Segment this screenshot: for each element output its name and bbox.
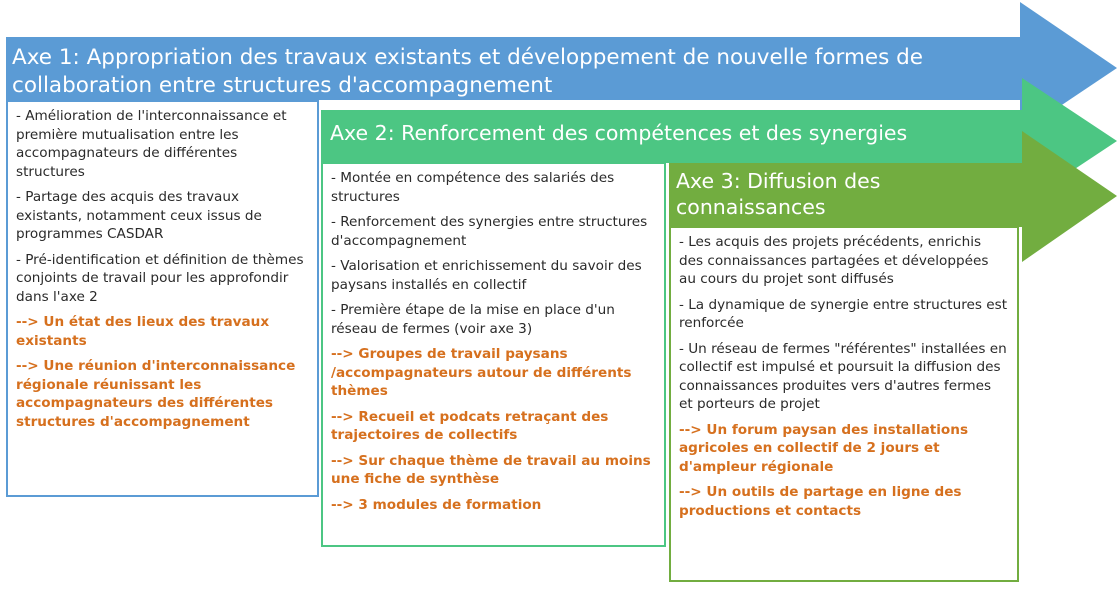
axe1-action: - Pré-identification et définition de thèmes conjoints de travail pour les approfondir dans l'axe 2	[16, 251, 304, 305]
axe1-result: --> Une réunion d'interconnaissance régionale réunissant les accompagnateurs des différentes structures d'accompagnement	[16, 358, 296, 430]
axe3-title: Axe 3: Diffusion des connaissances	[676, 169, 881, 219]
axe1-result: --> Un état des lieux des travaux existants	[16, 314, 270, 349]
axe3-action: - Les acquis des projets précédents, enrichis des connaissances partagées et développées au cours du projet sont diffusés	[679, 234, 989, 287]
axe1-content-box	[6, 100, 319, 497]
axe3-content-box	[669, 226, 1019, 582]
axe2-action: - Renforcement des synergies entre structures d'accompagnement	[331, 214, 648, 249]
axe1-action: - Amélioration de l'interconnaissance et première mutualisation entre les accompagnateurs de différentes structures	[16, 108, 287, 180]
axe1-action: - Partage des acquis des travaux existants, notamment ceux issus de programmes CASDAR	[16, 189, 262, 242]
axe3-action: - Un réseau de fermes "référentes" installées en collectif est impulsé et poursuit la diffusion des connaissances produites vers d'autres fermes et porteurs de projet	[679, 340, 1007, 412]
axe3-result: --> Un outils de partage en ligne des productions et contacts	[679, 484, 962, 519]
axe2-result: --> Sur chaque thème de travail au moins une fiche de synthèse	[331, 452, 651, 487]
axe2-result: --> Groupes de travail paysans /accompagnateurs autour de différents thèmes	[331, 346, 632, 399]
axe2-action: - Montée en compétence des salariés des structures	[331, 170, 615, 205]
axe2-action: - Première étape de la mise en place d'un réseau de fermes (voir axe 3)	[331, 302, 615, 337]
axe3-action: - La dynamique de synergie entre structures est renforcée	[679, 296, 1008, 331]
axe3-result: --> Un forum paysan des installations agricoles en collectif de 2 jours et d'ampleur régionale	[679, 421, 969, 475]
axe2-result: --> Recueil et podcats retraçant des trajectoires de collectifs	[331, 408, 609, 443]
axe2-title: Axe 2: Renforcement des compétences et des synergies	[330, 121, 908, 145]
axe2-result: --> 3 modules de formation	[331, 496, 542, 513]
axe2-action: - Valorisation et enrichissement du savoir des paysans installés en collectif	[331, 258, 642, 293]
axe2-content-box	[321, 162, 666, 547]
axe1-title: Axe 1: Appropriation des travaux existants et développement de nouvelle formes de collaboration entre structures d'accompagnement	[12, 45, 924, 98]
